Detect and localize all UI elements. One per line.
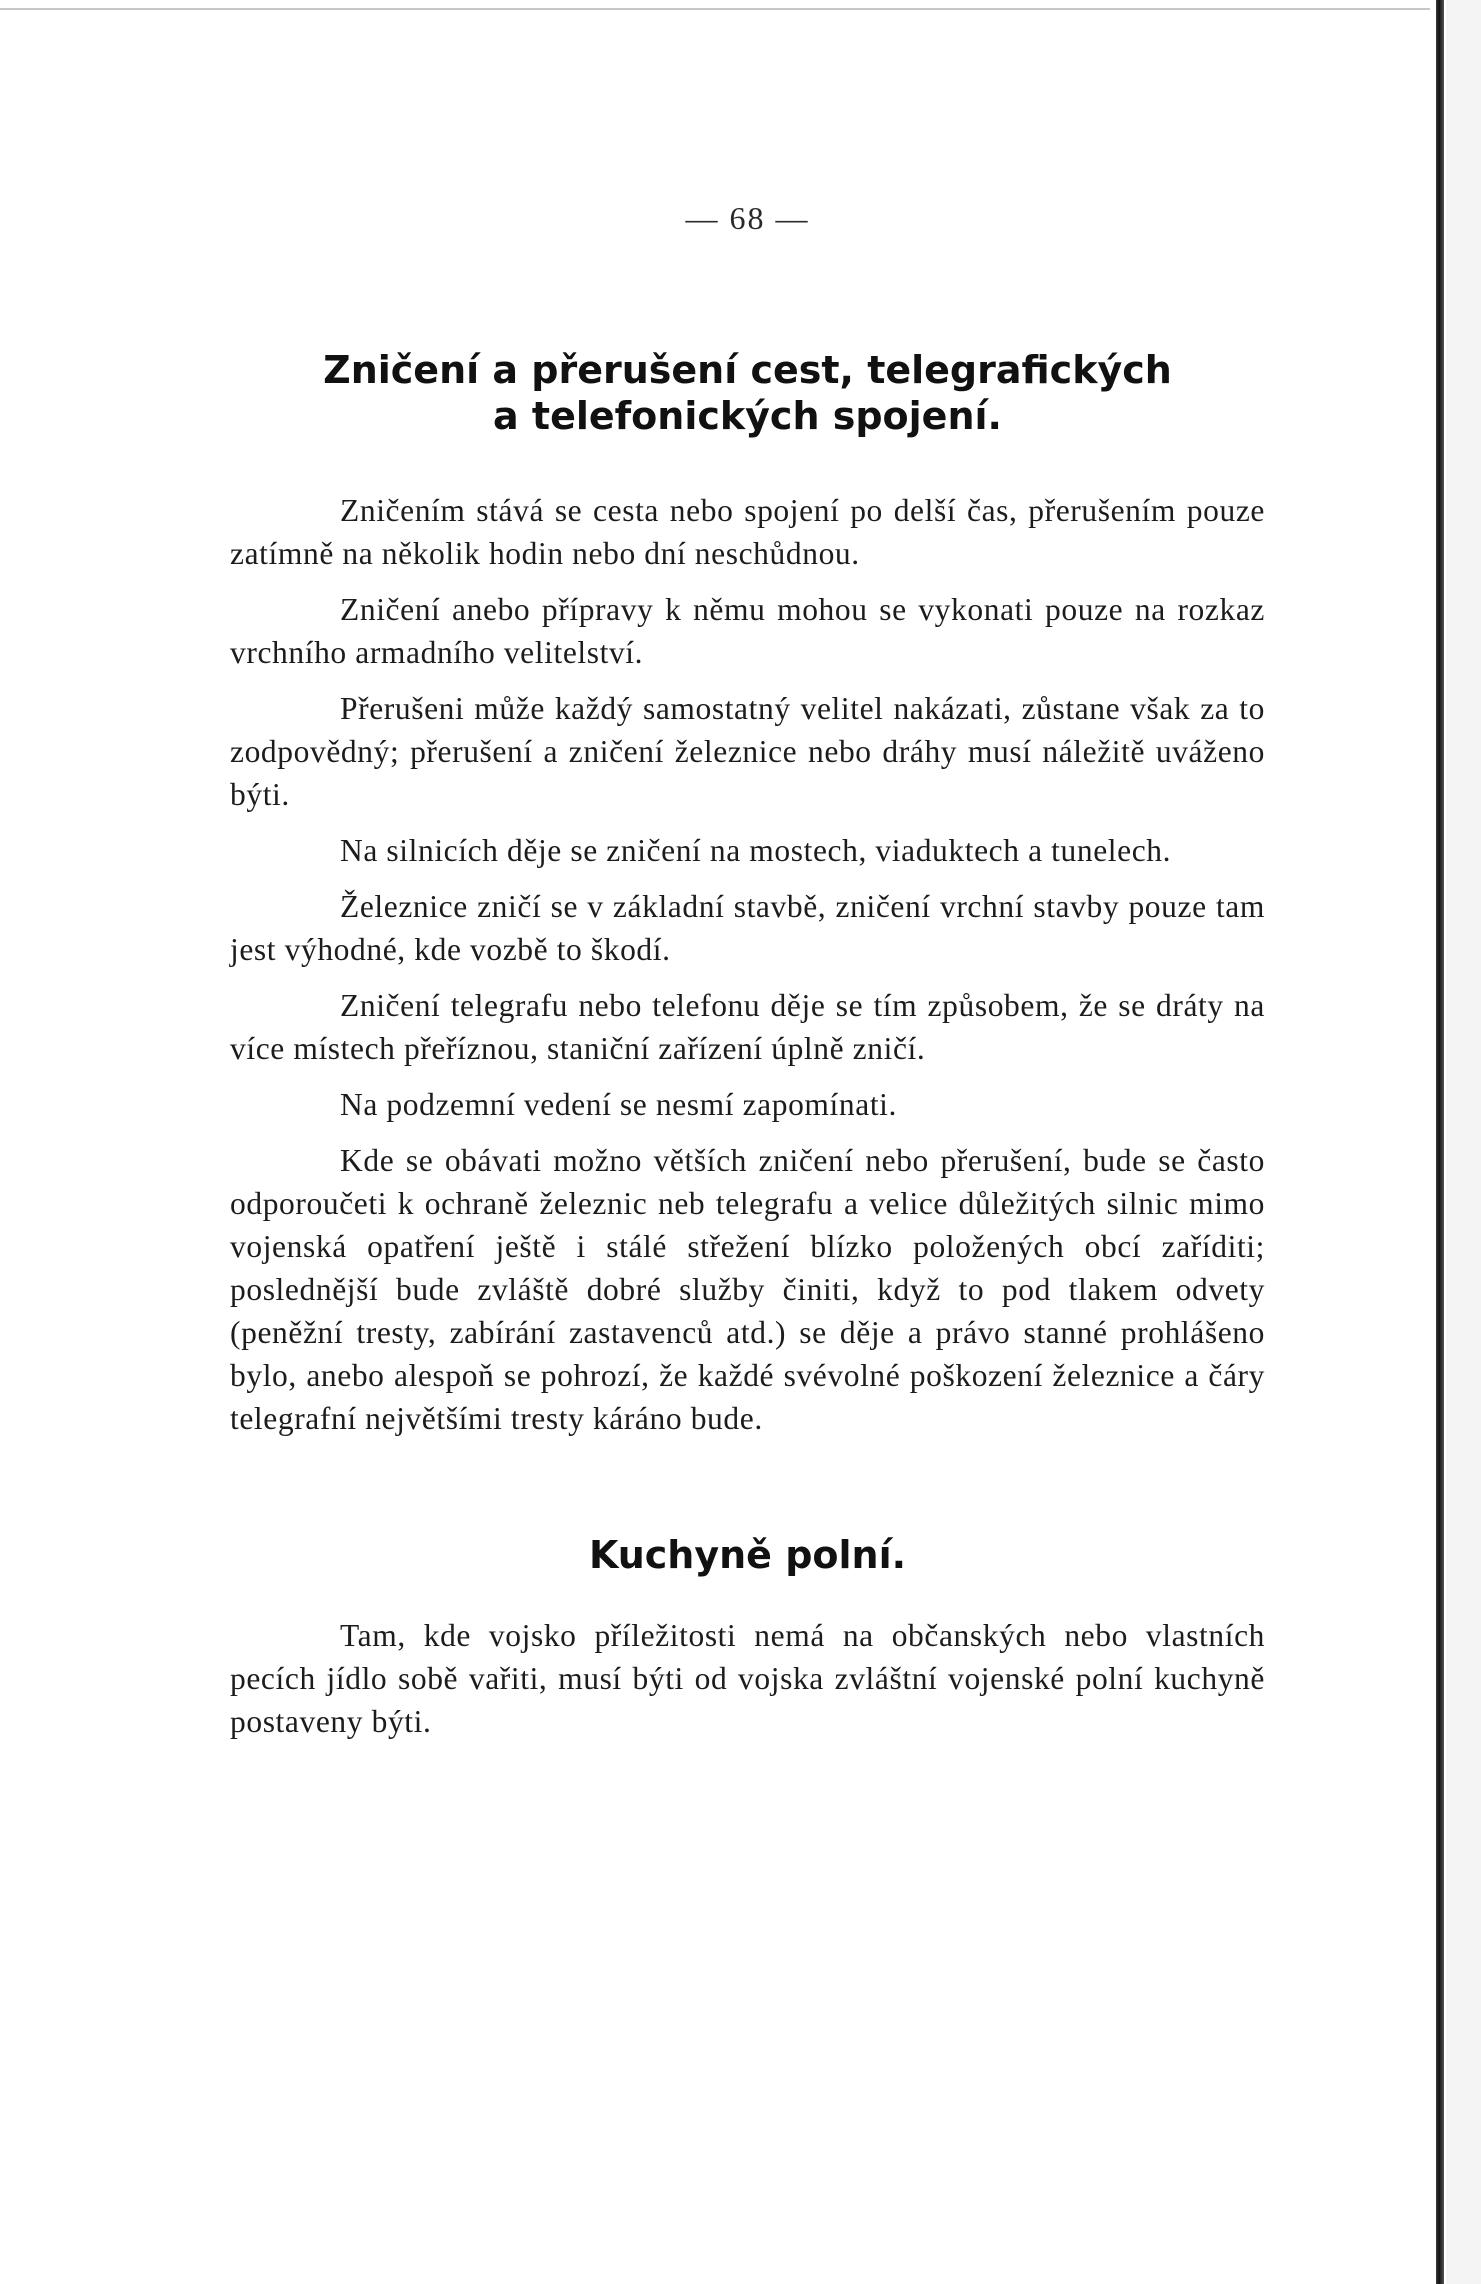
paragraph: Kde se obávati možno větších zničení nebo přerušení, bude se často odporoučeti k ochraně železnic neb telegrafu a velice důležitých silnic mimo vojenská opatření ještě i stálé střežení blízko položených obcí zaříditi; poslednější bude zvláště dobré služby činiti, když to pod tlakem odvety (peněžní tresty, zabírání zastavenců atd.) se děje a právo stanné prohlášeno bylo, anebo alespoň se pohrozí, že každé svévolné poškození železnice a čáry telegrafní největšími tresty káráno bude. (230, 1143, 1265, 1436)
paragraph: Tam, kde vojsko příležitosti nemá na občanských nebo vlastních pecích jídlo sobě vařiti, musí býti od vojska zvláštní vojenské polní kuchyně postaveny býti. (230, 1618, 1265, 1739)
section-heading-field-kitchen: Kuchyně polní. (588, 1533, 907, 1577)
page-number: — 68 — (685, 200, 810, 236)
book-spine-edge (1446, 0, 1481, 2284)
section-heading-destruction (230, 347, 1265, 439)
paragraph: Zničení anebo přípravy k němu mohou se vykonati pouze na rozkaz vrchního armadního velitelství. (230, 592, 1265, 670)
heading-line: a telefonických spojení. (493, 394, 1002, 438)
book-spine-shadow (1436, 0, 1444, 2284)
page-top-edge (0, 8, 1430, 10)
paragraph: Na silnicích děje se zničení na mostech, viaduktech a tunelech. (340, 833, 1172, 868)
paragraph: Železnice zničí se v základní stavbě, zničení vrchní stavby pouze tam jest výhodné, kde vozbě to škodí. (230, 889, 1265, 967)
heading-line: Zničení a přerušení cest, telegrafických (323, 348, 1172, 392)
paragraph: Přerušeni může každý samostatný velitel nakázati, zůstane však za to zodpovědný; přerušení a zničení železnice nebo dráhy musí náležitě uváženo býti. (230, 691, 1265, 812)
paragraph: Zničení telegrafu nebo telefonu děje se tím způsobem, že se dráty na více místech přeříznou, staniční zařízení úplně zničí. (230, 988, 1265, 1066)
paragraph: Zničením stává se cesta nebo spojení po delší čas, přerušením pouze zatímně na několik hodin nebo dní neschůdnou. (230, 493, 1265, 571)
paragraph: Na podzemní vedení se nesmí zapomínati. (340, 1087, 897, 1122)
page-content (230, 200, 1265, 1756)
